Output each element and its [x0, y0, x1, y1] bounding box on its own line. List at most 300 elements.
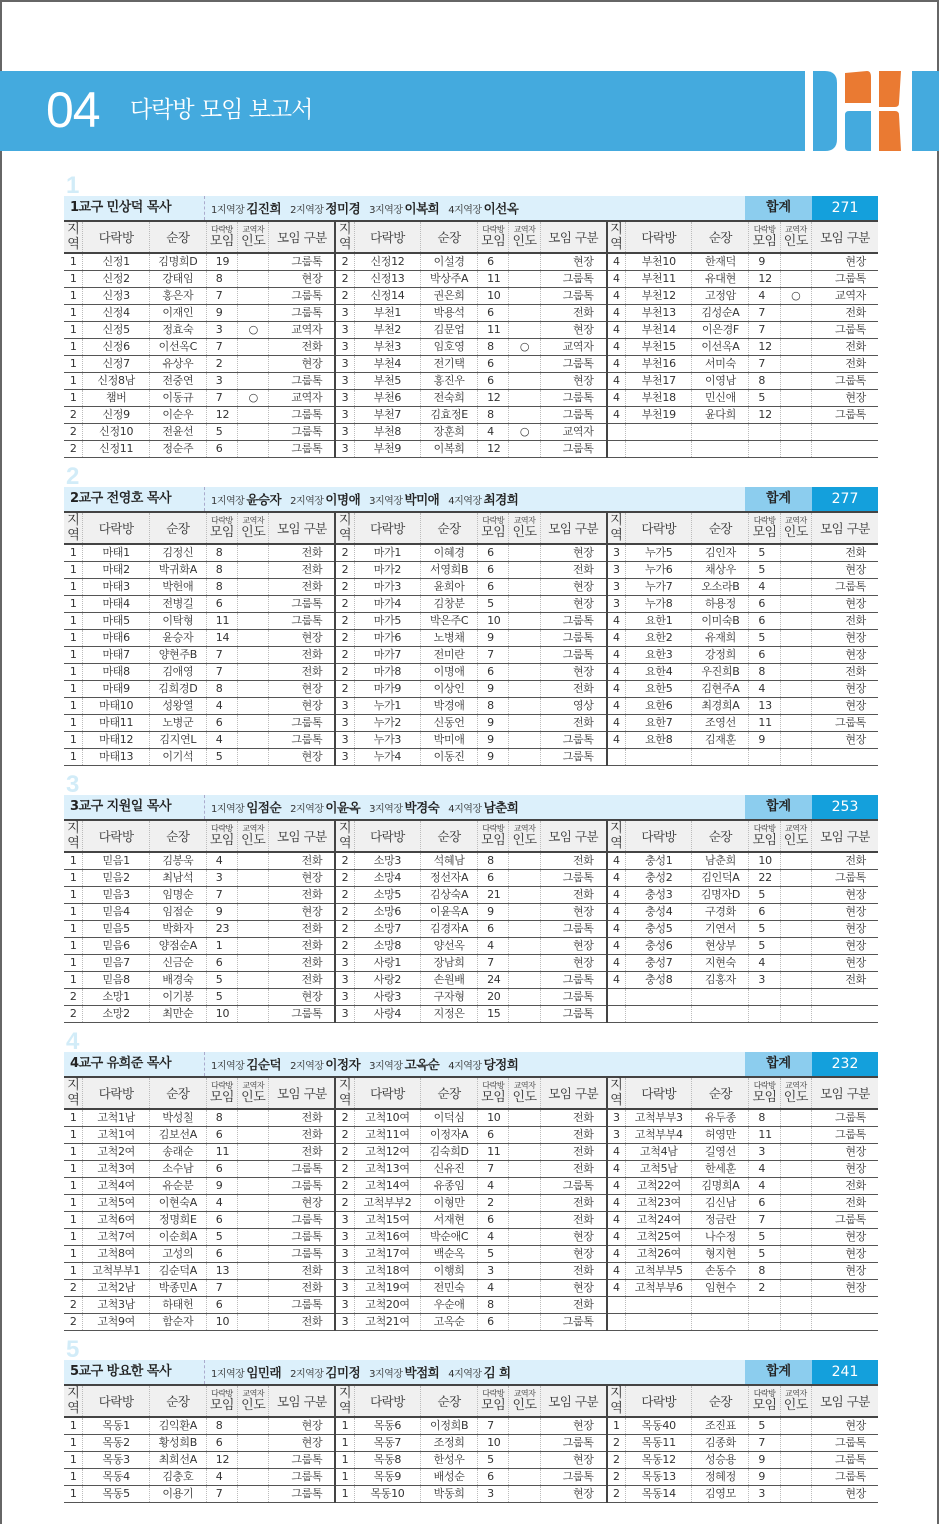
- cell-meet-count: 4: [749, 579, 780, 596]
- cell-region: 1: [64, 253, 83, 271]
- cell-region: 1: [335, 1452, 354, 1469]
- cell-leader: 황성희B: [149, 1435, 206, 1452]
- cell-room: 요한3: [626, 647, 692, 664]
- section-header: [64, 487, 878, 511]
- cell-meet-count: [749, 424, 780, 441]
- cell-meet-count: [749, 1314, 780, 1331]
- cell-evangel-mark: [780, 373, 811, 390]
- cell-kind: 그룹톡: [540, 921, 606, 938]
- leader-name: 최경희: [483, 492, 519, 507]
- cell-kind: 그룹톡: [540, 647, 606, 664]
- cell-leader: 고성의: [149, 1246, 206, 1263]
- cell-evangel-mark: [509, 1280, 540, 1297]
- cell-evangel-mark: [780, 698, 811, 715]
- cell-room: 고척부부2: [354, 1195, 420, 1212]
- cell-meet-count: 11: [206, 1144, 237, 1161]
- cell-meet-count: 11: [478, 271, 509, 288]
- section-header: [64, 1052, 878, 1076]
- cell-room: 고척3남: [83, 1297, 149, 1314]
- cell-meet-count: 9: [749, 253, 780, 271]
- cell-leader: 이복희: [421, 441, 478, 458]
- cell-leader: 조영선: [692, 715, 749, 732]
- cell-meet-count: 6: [206, 596, 237, 613]
- cell-region: 4: [607, 1263, 626, 1280]
- cell-evangel-mark: [509, 356, 540, 373]
- cell-kind: [811, 989, 878, 1006]
- cell-leader: 오소라B: [692, 579, 749, 596]
- cell-kind: 그룹톡: [835, 323, 866, 336]
- cell-kind: 현장: [540, 1229, 606, 1246]
- cell-region: 3: [335, 339, 354, 356]
- cell-evangel-mark: [238, 938, 269, 955]
- cell-room: 목동40: [626, 1417, 692, 1435]
- leader-name: 이명애: [325, 492, 361, 507]
- cell-region: 4: [607, 715, 626, 732]
- cell-room: [626, 424, 692, 441]
- cell-meet-count: 12: [206, 407, 237, 424]
- cell-kind: 현장: [269, 870, 335, 887]
- cell-leader: 이선옥A: [692, 339, 749, 356]
- cell-evangel-mark: [509, 407, 540, 424]
- cell-meet-count: [749, 989, 780, 1006]
- col-room: 다락방: [83, 820, 149, 852]
- cell-meet-count: 4: [478, 424, 509, 441]
- cell-region: 4: [607, 305, 626, 322]
- cell-room: 신정7: [83, 356, 149, 373]
- col-leader: 순장: [421, 221, 478, 253]
- cell-evangel-mark: [780, 1435, 811, 1452]
- cell-room: 믿음5: [83, 921, 149, 938]
- cell-room: 누가3: [354, 732, 420, 749]
- cell-meet-count: 8: [206, 562, 237, 579]
- cell-leader: 기연서: [692, 921, 749, 938]
- cell-leader: 이탁형: [149, 613, 206, 630]
- cell-leader: 박귀화A: [149, 562, 206, 579]
- cell-meet-count: 6: [206, 1297, 237, 1314]
- cell-evangel-mark: [509, 1452, 540, 1469]
- cell-evangel-mark: [509, 562, 540, 579]
- cell-leader: 손원배: [421, 972, 478, 989]
- table-row: [64, 989, 878, 1006]
- cell-leader: 정혜정: [692, 1469, 749, 1486]
- table-row: [64, 852, 878, 870]
- cell-leader: 서영희B: [421, 562, 478, 579]
- cell-region: 2: [335, 630, 354, 647]
- table-row: [64, 253, 878, 271]
- cell-evangel-mark: [509, 305, 540, 322]
- cell-kind: 전화: [269, 955, 335, 972]
- cell-room: 고척26여: [626, 1246, 692, 1263]
- cell-evangel-mark: [509, 322, 540, 339]
- cell-meet-count: 2: [749, 1280, 780, 1297]
- cell-meet-count: 6: [206, 1127, 237, 1144]
- cell-kind: 그룹톡: [269, 732, 335, 749]
- cell-kind: 그룹톡: [540, 749, 606, 766]
- col-meet: 다락방 모임: [478, 221, 509, 253]
- cell-meet-count: 6: [749, 1195, 780, 1212]
- cell-evangel-mark: [238, 870, 269, 887]
- cell-leader: 현상부: [692, 938, 749, 955]
- cell-room: 마가4: [354, 596, 420, 613]
- cell-room: 고척부부4: [626, 1127, 692, 1144]
- cell-region: 1: [64, 596, 83, 613]
- page-title: 다락방 모임 보고서: [130, 97, 313, 123]
- cell-evangel-mark: [780, 322, 811, 339]
- col-region: 지 역: [64, 1077, 83, 1109]
- table-row: [64, 305, 878, 322]
- cell-evangel-mark: [238, 1452, 269, 1469]
- cell-leader: 정금란: [692, 1212, 749, 1229]
- cell-leader: 김숙희D: [421, 1144, 478, 1161]
- cell-meet-count: 7: [206, 339, 237, 356]
- cell-kind: 전화: [540, 681, 606, 698]
- col-kind: 모임 구분: [540, 221, 606, 253]
- cell-region: 4: [607, 322, 626, 339]
- cell-leader: 이순우: [149, 407, 206, 424]
- cell-leader: 송래순: [149, 1144, 206, 1161]
- cell-meet-count: 9: [478, 630, 509, 647]
- cell-room: 부천15: [626, 339, 692, 356]
- cell-region: 3: [607, 544, 626, 562]
- cell-region: 1: [64, 1263, 83, 1280]
- cell-region: 1: [607, 1417, 626, 1435]
- section-header: [64, 196, 878, 220]
- table-row: [64, 1127, 878, 1144]
- cell-region: 4: [607, 1195, 626, 1212]
- col-region: 지 역: [607, 221, 626, 253]
- cell-room: [626, 989, 692, 1006]
- cell-leader: 박동희: [421, 1486, 478, 1503]
- cell-kind: 그룹톡: [269, 596, 335, 613]
- cell-kind: 전화: [269, 562, 335, 579]
- cell-kind: 현장: [540, 955, 606, 972]
- cell-room: 부천6: [354, 390, 420, 407]
- cell-region: 1: [64, 1127, 83, 1144]
- cell-leader: 박화자: [149, 921, 206, 938]
- cell-region: 1: [64, 1435, 83, 1452]
- cell-leader: 유종임: [421, 1178, 478, 1195]
- cell-evangel-mark: [780, 1109, 811, 1127]
- cell-kind: [811, 749, 878, 766]
- cell-meet-count: 11: [478, 322, 509, 339]
- cell-meet-count: 10: [478, 288, 509, 305]
- cell-leader: 석혜남: [421, 852, 478, 870]
- col-evangel: 교역자 인도: [238, 820, 269, 852]
- leader-name: 남춘희: [483, 800, 519, 815]
- col-region: 지 역: [335, 221, 354, 253]
- leader-label: 2지역장: [290, 496, 324, 507]
- cell-evangel-mark: [238, 1469, 269, 1486]
- cell-leader: 소수남: [149, 1161, 206, 1178]
- cell-room: 사랑2: [354, 972, 420, 989]
- cell-meet-count: 9: [206, 904, 237, 921]
- cell-meet-count: 8: [206, 1417, 237, 1435]
- cell-evangel-mark: [780, 1280, 811, 1297]
- cell-meet-count: 6: [478, 1127, 509, 1144]
- cell-meet-count: 4: [749, 288, 780, 305]
- total-label: 합계: [745, 795, 812, 819]
- cell-meet-count: 10: [478, 1109, 509, 1127]
- cell-leader: 김효정E: [421, 407, 478, 424]
- cell-meet-count: 7: [206, 647, 237, 664]
- cell-evangel-mark: [780, 253, 811, 271]
- cell-leader: 백순옥: [421, 1246, 478, 1263]
- col-kind: 모임 구분: [540, 820, 606, 852]
- cell-region: 4: [607, 1229, 626, 1246]
- cell-leader: 전기택: [421, 356, 478, 373]
- cell-meet-count: 9: [478, 715, 509, 732]
- col-room: 다락방: [83, 1077, 149, 1109]
- cell-kind: 전화: [540, 1109, 606, 1127]
- cell-leader: 서재현: [421, 1212, 478, 1229]
- cell-kind: 그룹톡: [269, 1161, 335, 1178]
- cell-evangel-mark: [509, 596, 540, 613]
- cell-leader: 강정희: [692, 647, 749, 664]
- cell-evangel-mark: [780, 1263, 811, 1280]
- cell-region: 1: [335, 1417, 354, 1435]
- cell-evangel-mark: [238, 749, 269, 766]
- cell-room: 부천18: [626, 390, 692, 407]
- cell-kind: 전화: [269, 664, 335, 681]
- cell-leader: 이정희B: [421, 1417, 478, 1435]
- cell-region: 3: [335, 1246, 354, 1263]
- cell-evangel-mark: [238, 972, 269, 989]
- cell-leader: 이선옥C: [149, 339, 206, 356]
- cell-meet-count: 4: [749, 681, 780, 698]
- cell-evangel-mark: [509, 1127, 540, 1144]
- cell-room: 부천13: [626, 305, 692, 322]
- cell-room: 소망2: [83, 1006, 149, 1023]
- parish-section: [64, 771, 878, 1023]
- cell-region: 3: [607, 1127, 626, 1144]
- total-label: 합계: [745, 487, 812, 511]
- cell-leader: [692, 441, 749, 458]
- cell-leader: 임호영: [421, 339, 478, 356]
- col-leader: 순장: [421, 512, 478, 544]
- table-row: [64, 698, 878, 715]
- cell-room: 고척5여: [83, 1195, 149, 1212]
- cell-leader: 홍은자: [149, 288, 206, 305]
- cell-kind: 현장: [845, 563, 866, 576]
- cell-room: 목동13: [626, 1469, 692, 1486]
- cell-leader: 우진희B: [692, 664, 749, 681]
- cell-room: 고척5남: [626, 1161, 692, 1178]
- cell-leader: 하태헌: [149, 1297, 206, 1314]
- col-kind: 모임 구분: [269, 1385, 335, 1417]
- cell-region: 2: [64, 989, 83, 1006]
- cell-room: 고척4여: [83, 1178, 149, 1195]
- cell-meet-count: 3: [206, 870, 237, 887]
- cell-evangel-mark: [780, 921, 811, 938]
- cell-evangel-mark: [780, 407, 811, 424]
- cell-leader: 김현주A: [692, 681, 749, 698]
- cell-room: 마태5: [83, 613, 149, 630]
- cell-room: 목동8: [354, 1452, 420, 1469]
- cell-room: 믿음4: [83, 904, 149, 921]
- cell-evangel-mark: [238, 1486, 269, 1503]
- cell-kind: 현장: [845, 1264, 866, 1277]
- cell-kind: 현장: [845, 597, 866, 610]
- cell-kind: 현장: [540, 596, 606, 613]
- cell-room: 고척1여: [83, 1127, 149, 1144]
- cell-evangel-mark: [509, 938, 540, 955]
- cell-kind: 그룹톡: [269, 1486, 335, 1503]
- cell-meet-count: 3: [749, 1144, 780, 1161]
- leader-name: 윤승자: [246, 492, 282, 507]
- cell-meet-count: 5: [749, 630, 780, 647]
- cell-leader: 허영만: [692, 1127, 749, 1144]
- col-leader: 순장: [149, 221, 206, 253]
- cell-evangel-mark: [780, 1246, 811, 1263]
- cell-meet-count: 7: [478, 1417, 509, 1435]
- cell-leader: 최희선A: [149, 1452, 206, 1469]
- cell-room: 충성4: [626, 904, 692, 921]
- cell-region: 4: [607, 938, 626, 955]
- cell-kind: 그룹톡: [835, 1453, 866, 1466]
- table-row: [64, 647, 878, 664]
- cell-kind: 현장: [845, 648, 866, 661]
- cell-evangel-mark: [238, 305, 269, 322]
- cell-kind: 현장: [540, 322, 606, 339]
- table-header-row: [64, 1077, 878, 1109]
- cell-evangel-mark: [780, 732, 811, 749]
- table-row: [64, 1435, 878, 1452]
- cell-leader: 김종화: [692, 1435, 749, 1452]
- cell-region: 2: [335, 870, 354, 887]
- cell-room: 고척15여: [354, 1212, 420, 1229]
- cell-room: 고척16여: [354, 1229, 420, 1246]
- cell-meet-count: 13: [206, 1263, 237, 1280]
- cell-room: 요한7: [626, 715, 692, 732]
- cell-meet-count: 8: [749, 1263, 780, 1280]
- cell-kind: 그룹톡: [835, 272, 866, 285]
- cell-meet-count: 8: [749, 664, 780, 681]
- cell-kind: 그룹톡: [835, 1470, 866, 1483]
- cell-kind: [811, 1314, 878, 1331]
- cell-room: 누가7: [626, 579, 692, 596]
- cell-kind: 현장: [540, 1486, 606, 1503]
- cell-evangel-mark: [780, 647, 811, 664]
- cell-kind: 그룹톡: [540, 390, 606, 407]
- leader-label: 1지역장: [211, 1061, 245, 1072]
- cell-evangel-mark: [238, 1109, 269, 1127]
- cell-room: 부천3: [354, 339, 420, 356]
- cell-meet-count: 7: [749, 1435, 780, 1452]
- cell-region: 4: [607, 1161, 626, 1178]
- cell-kind: 그룹톡: [835, 374, 866, 387]
- table-row: [64, 904, 878, 921]
- cell-kind: 그룹톡: [540, 1006, 606, 1023]
- leader-label: 1지역장: [211, 804, 245, 815]
- col-kind: 모임 구분: [269, 820, 335, 852]
- title-banner: [0, 71, 800, 151]
- cell-meet-count: 8: [206, 1109, 237, 1127]
- cell-evangel-mark: [509, 870, 540, 887]
- table-header-row: [64, 820, 878, 852]
- col-kind: 모임 구분: [269, 221, 335, 253]
- cell-kind: 현장: [540, 1246, 606, 1263]
- cell-evangel-mark: [238, 1297, 269, 1314]
- cell-evangel-mark: [238, 698, 269, 715]
- cell-leader: 김익환A: [149, 1417, 206, 1435]
- cell-kind: [811, 424, 878, 441]
- cell-leader: 채상우: [692, 562, 749, 579]
- cell-kind: 현장: [540, 664, 606, 681]
- cell-meet-count: 6: [478, 544, 509, 562]
- cell-room: 누가6: [626, 562, 692, 579]
- cell-kind: 현장: [540, 938, 606, 955]
- cell-leader: 홍진우: [421, 373, 478, 390]
- cell-leader: 이현숙A: [149, 1195, 206, 1212]
- cell-region: 3: [335, 1280, 354, 1297]
- cell-kind: 현장: [845, 939, 866, 952]
- cell-leader: 이용기: [149, 1486, 206, 1503]
- cell-evangel-mark: [780, 613, 811, 630]
- cell-room: 부천8: [354, 424, 420, 441]
- cell-region: 1: [64, 870, 83, 887]
- cell-region: 1: [64, 1161, 83, 1178]
- cell-kind: 현장: [845, 1162, 866, 1175]
- cell-leader: 김정신: [149, 544, 206, 562]
- cell-kind: 현장: [845, 956, 866, 969]
- cell-evangel-mark: [509, 1144, 540, 1161]
- cell-room: 누가4: [354, 749, 420, 766]
- table-row: [64, 870, 878, 887]
- cell-evangel-mark: [780, 1314, 811, 1331]
- cell-kind: 전화: [540, 1195, 606, 1212]
- cell-evangel-mark: [509, 1246, 540, 1263]
- cell-kind: 전화: [269, 938, 335, 955]
- cell-room: 소망8: [354, 938, 420, 955]
- table-row: [64, 955, 878, 972]
- cell-region: 3: [335, 1263, 354, 1280]
- cell-evangel-mark: [509, 253, 540, 271]
- cell-meet-count: 9: [749, 1452, 780, 1469]
- cell-leader: 이형만: [421, 1195, 478, 1212]
- table-row: [64, 407, 878, 424]
- cell-room: 믿음3: [83, 887, 149, 904]
- total-label: 합계: [745, 1052, 812, 1076]
- leader-label: 3지역장: [369, 1369, 403, 1380]
- cell-region: 3: [335, 955, 354, 972]
- meeting-table: [64, 1384, 878, 1503]
- cell-meet-count: 5: [206, 749, 237, 766]
- cell-evangel-mark: [780, 1178, 811, 1195]
- cell-evangel-mark: [780, 664, 811, 681]
- col-evangel: 교역자 인도: [780, 1385, 811, 1417]
- cell-room: 신정14: [354, 288, 420, 305]
- cell-leader: 조정희: [421, 1435, 478, 1452]
- cell-room: 부천7: [354, 407, 420, 424]
- col-leader: 순장: [692, 1385, 749, 1417]
- table-row: [64, 1246, 878, 1263]
- cell-evangel-mark: [509, 1161, 540, 1178]
- cell-kind: 교역자: [835, 289, 866, 302]
- cell-leader: 이미숙B: [692, 613, 749, 630]
- cell-room: 부천12: [626, 288, 692, 305]
- cell-meet-count: 6: [478, 1212, 509, 1229]
- cell-room: 고척13여: [354, 1161, 420, 1178]
- col-kind: 모임 구분: [540, 1385, 606, 1417]
- cell-leader: 박용석: [421, 305, 478, 322]
- cell-kind: 그룹톡: [540, 630, 606, 647]
- table-row: [64, 544, 878, 562]
- cell-leader: 구경화: [692, 904, 749, 921]
- cell-meet-count: 5: [478, 596, 509, 613]
- cell-room: 신정5: [83, 322, 149, 339]
- cell-meet-count: 6: [478, 870, 509, 887]
- cell-evangel-mark: [780, 1486, 811, 1503]
